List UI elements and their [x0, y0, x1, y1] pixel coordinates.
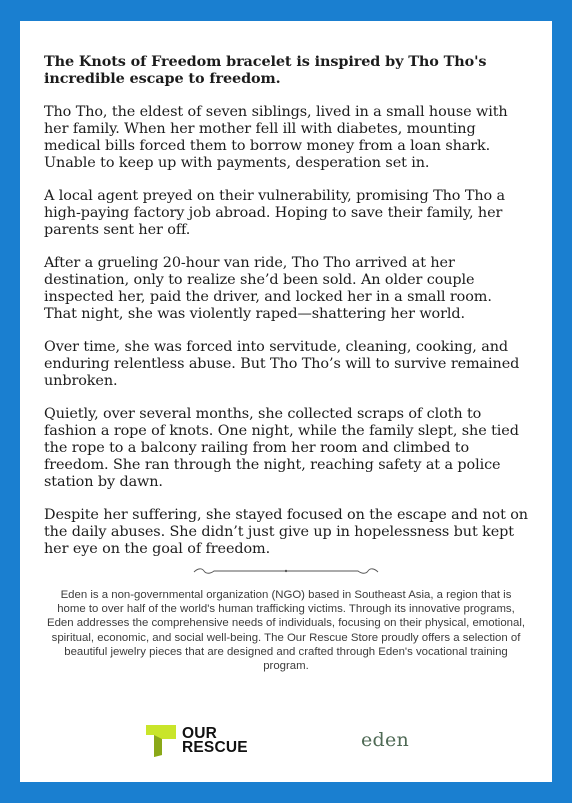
our-rescue-arrow-icon	[146, 725, 176, 757]
eden-about-text: Eden is a non-governmental organization (NGO) based in Southeast Asia, a region that is home to over half of the world's human trafficking victims. Through its innovative programs, Eden addresses the comprehensive needs of individuals, focusing on their physical, emotional, spiritual, economic, and social well-being. The Our Rescue Store proudly offers a selection of beautiful jewelry pieces that are designed and crafted through Eden's vocational training program.	[46, 589, 526, 673]
story-card	[20, 21, 552, 782]
story-paragraph: A local agent preyed on their vulnerability, promising Tho Tho a high-paying factory job abroad. Hoping to save their family, her parents sent her off.	[44, 188, 505, 238]
our-rescue-logo	[146, 725, 248, 757]
our-rescue-wordmark: OUR RESCUE	[182, 725, 248, 756]
story-paragraph: After a grueling 20-hour van ride, Tho Tho arrived at her destination, only to realize she’d been sold. An older couple inspected her, paid the driver, and locked her in a small room. That night, she was violently raped—shattering her world.	[44, 255, 492, 322]
story-paragraph: Despite her suffering, she stayed focused on the escape and not on the daily abuses. She didn’t just give up in hopelessness but kept her eye on the goal of freedom.	[44, 507, 528, 557]
story-paragraph: Tho Tho, the eldest of seven siblings, lived in a small house with her family. When her mother fell ill with diabetes, mounting medical bills forced them to borrow money from a loan shark. Unable to keep up with payments, desperation set in.	[44, 104, 508, 171]
eden-logo: eden	[361, 729, 410, 751]
story	[44, 53, 528, 558]
ornamental-divider	[192, 564, 380, 578]
story-paragraph: Quietly, over several months, she collected scraps of cloth to fashion a rope of knots. One night, while the family slept, she tied the rope to a balcony railing from her room and climbed to freedom. She ran through the night, reaching safety at a police station by dawn.	[44, 406, 519, 490]
story-lead: The Knots of Freedom bracelet is inspired by Tho Tho's incredible escape to freedom.	[44, 53, 487, 87]
story-paragraph: Over time, she was forced into servitude, cleaning, cooking, and enduring relentless abuse. But Tho Tho’s will to survive remained unbroken.	[44, 339, 520, 389]
partner-logos	[20, 719, 552, 759]
